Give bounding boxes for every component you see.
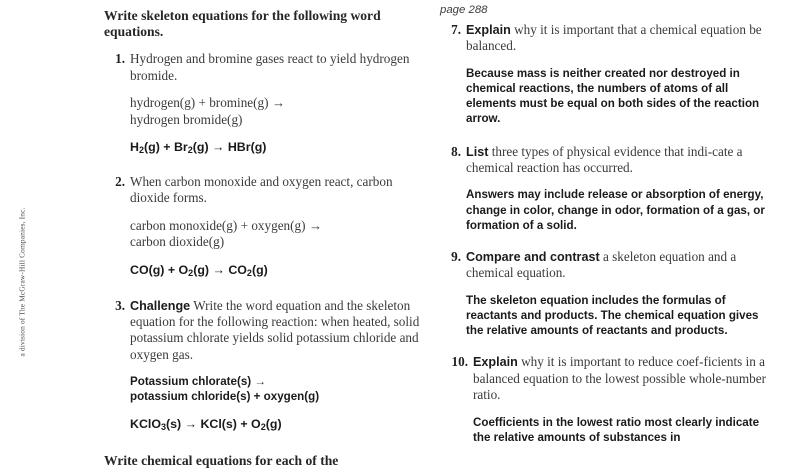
question-number: 3. [115, 297, 125, 313]
answer-text: Because mass is neither created nor destroyed in chemical reactions, the numbers of atoms of all elements must be equal on both sides of the reaction arrow. [466, 66, 760, 126]
question-lead: Explain [473, 355, 518, 370]
page-reference: page 288 [440, 4, 488, 16]
question-prompt [130, 298, 422, 364]
left-column [104, 8, 422, 469]
question-lead: Challenge [130, 298, 191, 313]
word-equation-line: potassium chloride(s) + oxygen(g) [130, 390, 320, 404]
skeleton-equation: KClO$_3$(s) → $KCl(s) + O_2(g)$ [130, 416, 282, 432]
word-equation-line: carbon monoxide(g) + oxygen(g) → [130, 217, 323, 233]
question-number: 10. [451, 354, 468, 370]
question-prompt [466, 144, 770, 177]
answer-text: The skeleton equation includes the formulas of reactants and products. The chemical equation gives the relative amounts of reactants and products. [466, 293, 759, 338]
question-prompt-text: a skeleton equation and a chemical equation. [466, 249, 737, 281]
answer-text: Answers may include release or absorption of energy, change in color, change in odor, formation of a gas, or formation of a solid. [466, 188, 765, 232]
question-number: 2. [115, 174, 125, 190]
question-prompt [473, 354, 770, 403]
question-prompt-text: Write the word equation and the skeleton equation for the following reaction: when heated, solid potassium chlorate yields solid potassium chloride and oxygen gas. [130, 297, 420, 362]
word-equation [130, 95, 422, 128]
question-number: 9. [451, 249, 461, 265]
question-number: 8. [451, 143, 461, 159]
skeleton-equation: $CO(g) + O_2(g) \to CO_2(g)$ [130, 262, 268, 278]
question-lead: Compare and contrast [466, 250, 600, 265]
question-prompt [466, 22, 770, 55]
question-item [440, 22, 770, 127]
left-column-bottom-heading: Write chemical equations for each of the [104, 452, 339, 468]
question-item [104, 298, 422, 435]
question-prompt: Hydrogen and bromine gases react to yield hydrogen bromide. [130, 51, 410, 83]
question-number: 1. [115, 51, 125, 67]
word-equation-line: carbon dioxide(g) [130, 234, 225, 250]
word-equation-line: hydrogen(g) + bromine(g) → [130, 95, 286, 111]
left-column-heading: Write skeleton equations for the following word equations. [104, 8, 381, 40]
question-item [440, 144, 770, 233]
publisher-credit: a division of The McGraw-Hill Companies, Inc. [17, 207, 27, 357]
question-lead: Explain [466, 23, 511, 37]
question-prompt: When carbon monoxide and oxygen react, carbon dioxide forms. [130, 174, 393, 206]
question-prompt [466, 249, 770, 282]
question-item [104, 174, 422, 281]
question-item [440, 354, 770, 445]
question-prompt-text: why it is important that a chemical equation be balanced. [466, 22, 762, 54]
right-column [440, 4, 770, 445]
word-equation-answer [130, 374, 422, 404]
word-equation-line: Potassium chlorate(s) → [130, 375, 266, 389]
question-item [104, 51, 422, 158]
question-item [440, 249, 770, 338]
question-prompt-text: three types of physical evidence that indi-cate a chemical reaction has occurred. [466, 143, 743, 176]
answer-text: Coefficients in the lowest ratio most clearly indicate the relative amounts of substances in [473, 415, 760, 444]
question-prompt-text: why it is important to reduce coef-ficients in a balanced equation to the lowest possible whole-number ratio. [473, 354, 766, 403]
word-equation [130, 218, 422, 251]
question-number: 7. [451, 22, 461, 37]
skeleton-equation: $H_2(g) + Br_2(g) \to HBr(g)$ [130, 140, 267, 156]
question-lead: List [466, 144, 489, 159]
word-equation-line: hydrogen bromide(g) [130, 111, 243, 127]
